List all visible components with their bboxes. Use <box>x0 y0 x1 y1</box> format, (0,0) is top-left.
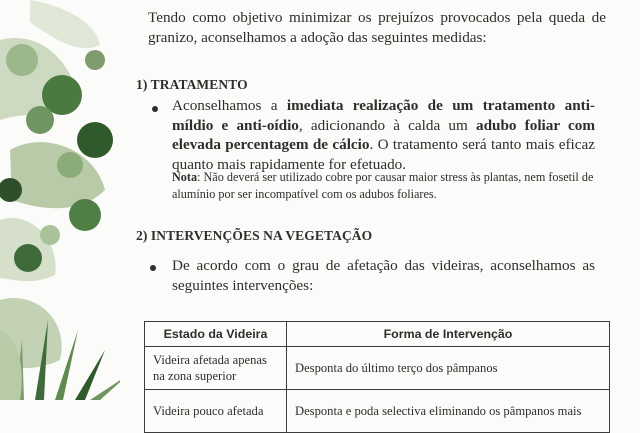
interventions-table <box>144 321 610 433</box>
section-1-bullet: Aconselhamos a imediata realização de um tratamento anti-míldio e anti-oídio, adicionando à calda um adubo foliar com elevada percentagem de cálcio. O tratamento será tanto mais eficaz quanto mais rapidamente for efetuado. <box>172 97 595 173</box>
decorative-vine-border <box>0 0 120 400</box>
intro-paragraph: Tendo como objetivo minimizar os prejuízos provocados pela queda de granizo, aconselhamos a adoção das seguintes medidas: <box>148 9 606 46</box>
table-header-row <box>145 322 610 347</box>
header-forma: Forma de Intervenção <box>287 322 610 347</box>
section-1-note: Nota: Não deverá ser utilizado cobre por causar maior stress às plantas, nem fosetil de alumínio por ser incompatível com os adubos foliares. <box>172 170 594 201</box>
emphasis-treatment: imediata realização de um tratamento anti-míldio e anti-oídio <box>172 97 595 134</box>
section-2-heading: 2) INTERVENÇÕES NA VEGETAÇÃO <box>136 228 373 243</box>
bullet-marker <box>150 265 156 271</box>
table-cell: Desponta e poda selectiva eliminando os pâmpanos mais <box>287 390 610 433</box>
table-row <box>145 347 610 390</box>
table-cell: Videira afetada apenas na zona superior <box>145 347 287 390</box>
table-cell: Videira pouco afetada <box>145 390 287 433</box>
section-2-bullet: De acordo com o grau de afetação das videiras, aconselhamos as seguintes intervenções: <box>172 257 595 294</box>
emphasis-fertilizer: adubo foliar com elevada percentagem de cálcio <box>172 116 595 153</box>
table-cell: Desponta do último terço dos pâmpanos <box>287 347 610 390</box>
header-estado: Estado da Videira <box>145 322 287 347</box>
section-1-heading: 1) TRATAMENTO <box>136 77 248 92</box>
table-row <box>145 390 610 433</box>
note-label: Nota <box>172 170 198 184</box>
bullet-marker <box>152 106 158 112</box>
